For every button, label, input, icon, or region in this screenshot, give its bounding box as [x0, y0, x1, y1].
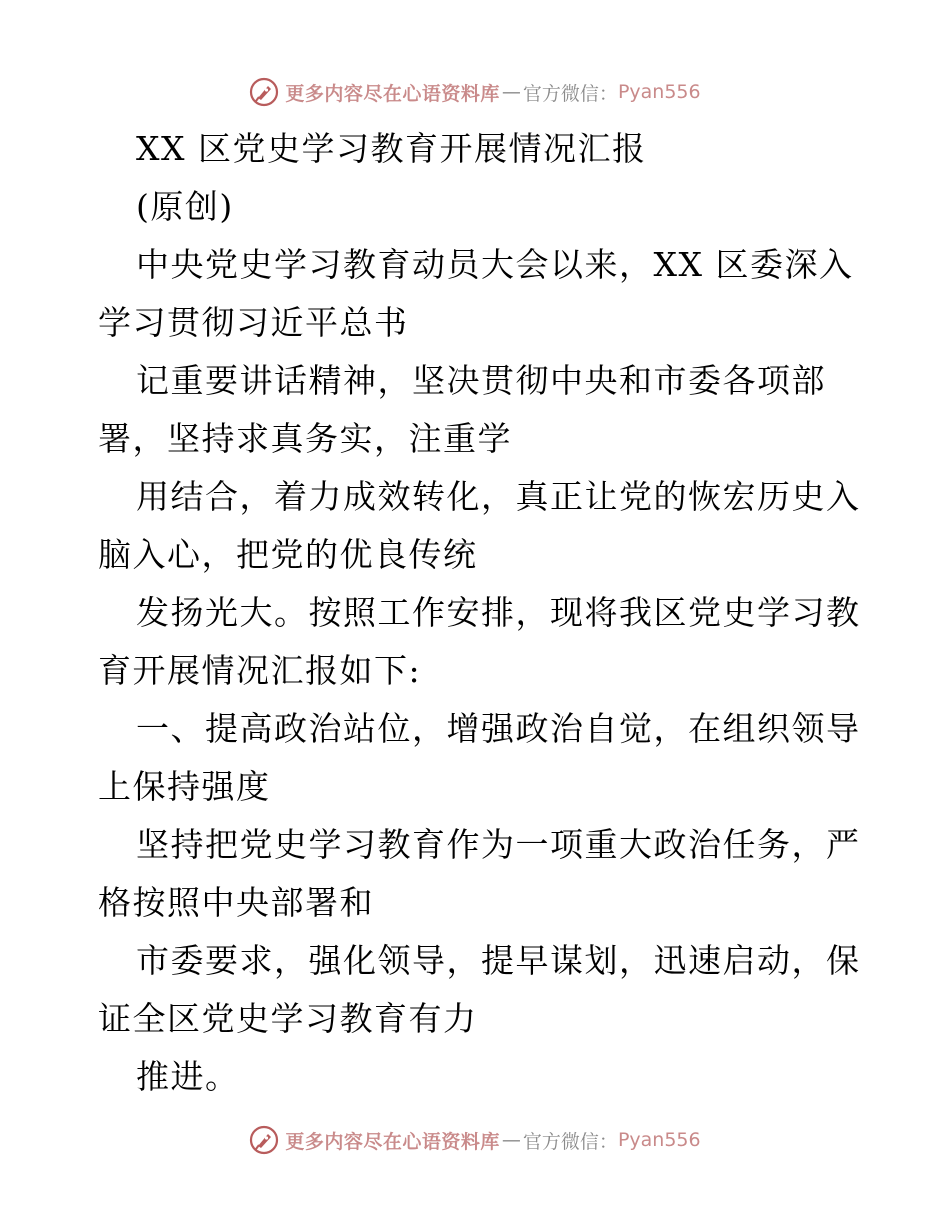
- paragraph-line: 中央党史学习教育动员大会以来，XX 区委深入: [136, 245, 854, 284]
- banner-wechat-label: 官方微信：: [522, 82, 618, 105]
- banner-wechat-label: 官方微信：: [522, 1130, 618, 1153]
- document-title: XX 区党史学习教育开展情况汇报: [136, 129, 647, 168]
- document-subtitle: (原创): [136, 187, 234, 226]
- section-heading: 上保持强度: [98, 767, 271, 806]
- paragraph-line: 发扬光大。按照工作安排，现将我区党史学习教: [136, 593, 861, 632]
- header-banner: [0, 72, 950, 112]
- paragraph-line: 证全区党史学习教育有力: [98, 999, 478, 1038]
- paragraph-line: 坚持把党史学习教育作为一项重大政治任务，严: [136, 825, 861, 864]
- banner-wechat-id: Pyan556: [617, 81, 701, 103]
- pen-nib-logo-icon: [249, 77, 279, 107]
- paragraph-line: 署，坚持求真务实，注重学: [98, 419, 512, 458]
- section-heading: 一、提高政治站位，增强政治自觉，在组织领导: [136, 709, 861, 748]
- banner-wechat-id: Pyan556: [617, 1129, 701, 1151]
- paragraph-line: 格按照中央部署和: [98, 883, 374, 922]
- banner-text: 更多内容尽在心语资料库: [285, 1130, 500, 1153]
- banner-text: 更多内容尽在心语资料库: [285, 82, 500, 105]
- paragraph-line: 用结合，着力成效转化，真正让党的恢宏历史入: [136, 477, 861, 516]
- footer-banner: [0, 1120, 950, 1160]
- paragraph-line: 学习贯彻习近平总书: [98, 303, 409, 342]
- banner-separator: —: [501, 81, 521, 103]
- paragraph-line: 推进。: [136, 1057, 240, 1096]
- pen-nib-logo-icon: [249, 1125, 279, 1155]
- paragraph-line: 记重要讲话精神，坚决贯彻中央和市委各项部: [136, 361, 826, 400]
- paragraph-line: 脑入心，把党的优良传统: [98, 535, 478, 574]
- paragraph-line: 育开展情况汇报如下:: [98, 651, 422, 690]
- banner-separator: —: [501, 1129, 521, 1151]
- paragraph-line: 市委要求，强化领导，提早谋划，迅速启动，保: [136, 941, 861, 980]
- document-body: [98, 120, 861, 1106]
